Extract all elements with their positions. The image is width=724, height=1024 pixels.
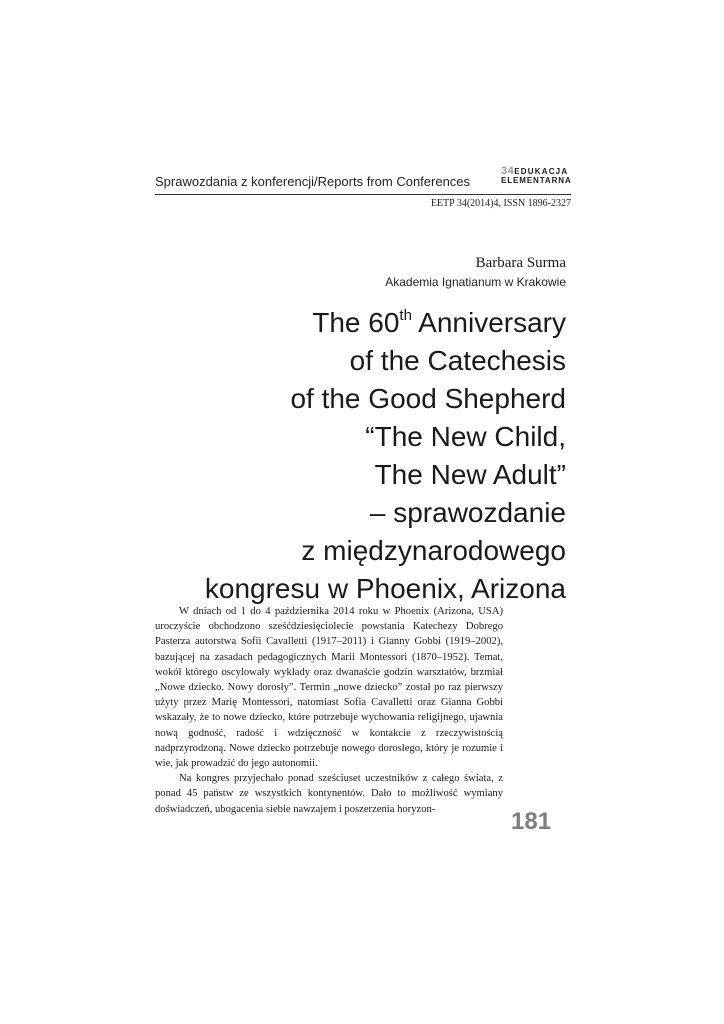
title-line-3: of the Good Shepherd [290,383,566,414]
section-title: Sprawozdania z konferencji/Reports from Conferences [155,174,471,189]
paragraph: Na kongres przyjechało ponad sześciuset uczestników z całego świata, z ponad 45 państw ze wszystkich kontynentów. Dało to możliwość wymiany doświadczeń, ubogacenia siebie nawzajem i poszerzenia horyzon- [155,773,503,815]
citation: EETP 34(2014)4, ISSN 1896-2327 [430,198,571,209]
title-line-8: kongresu w Phoenix, Arizona [204,573,566,604]
page-number: 181 [511,808,552,835]
header-divider [155,194,571,195]
author-affiliation: Akademia Ignatianum w Krakowie [385,275,566,289]
journal-name-line1: EDUKACJA [514,167,569,176]
title-line-6: – sprawozdanie [369,497,566,528]
title-line-5: The New Adult” [374,459,566,490]
article-title [146,304,566,608]
journal-logo [501,165,571,185]
title-line-2: of the Catechesis [349,345,566,376]
title-superscript: th [399,307,412,324]
title-line-1: The 60th Anniversary [312,307,566,338]
author-name: Barbara Surma [475,255,566,271]
journal-name-line2: ELEMENTARNA [501,176,572,185]
title-line-4: “The New Child, [365,421,566,452]
paragraph: W dniach od 1 do 4 października 2014 roku w Phoenix (Arizona, USA) uroczyście obchodzono sześćdziesięciolecie powstania Katechezy Dobrego Pasterza autorstwa Sofii Cavalletti (1917–2011) i Gianny Gobbi (1919–2002), bazującej na zasadach pedagogicznych Marii Montessori (1870–1952). Temat, wokół którego oscylowały wykłady oraz dwanaście godzin warsztatów, brzmiał „Nowe dziecko. Nowy dorosły”. Termin „nowe dziecko” został po raz pierwszy użyty przez Marię Montessori, natomiast Sofia Cavalletti oraz Gianna Gobbi wskazały, że to nowe dziecko, które potrzebuje wychowania religijnego, ujawnia nową godność, radość i wdzięczność w kontakcie z rzeczywistością nadprzyrodzoną. Nowe dziecko potrzebuje nowego dorosłego, który je rozumie i wie, jak prowadzić do jego autonomii. [155,606,503,770]
article-body [155,604,503,817]
journal-volume: 34 [501,165,515,177]
title-line-7: z międzynarodowego [301,535,566,566]
